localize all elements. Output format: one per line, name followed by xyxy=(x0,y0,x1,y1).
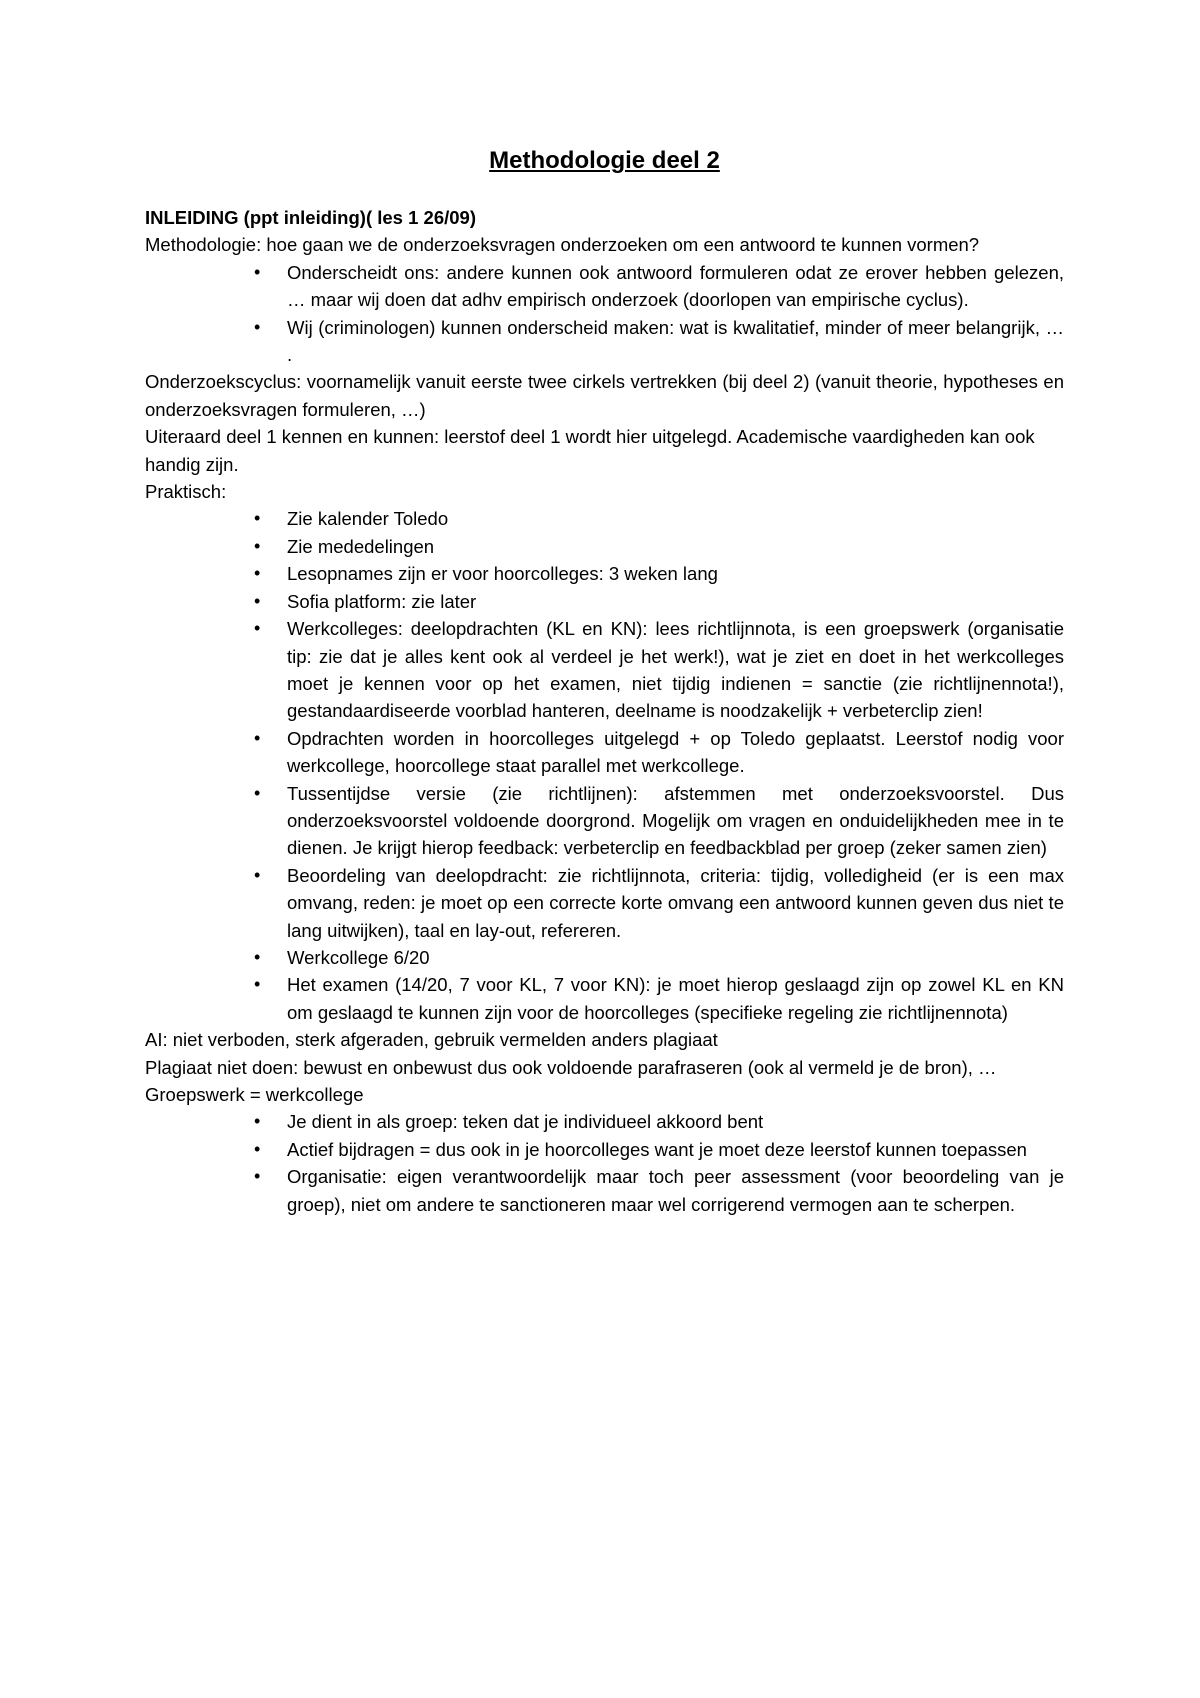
groepswerk-label: Groepswerk = werkcollege xyxy=(145,1084,364,1105)
bullet-icon: • xyxy=(254,1138,261,1159)
list-item-text: Sofia platform: zie later xyxy=(287,590,477,612)
list-item xyxy=(254,780,1064,862)
document-body xyxy=(145,204,1064,1218)
ai-paragraph: AI: niet verboden, sterk afgeraden, gebruik vermelden anders plagiaat xyxy=(145,1029,718,1051)
list-item-text: Werkcollege 6/20 xyxy=(287,946,430,968)
list-item xyxy=(254,533,1064,560)
list-item xyxy=(254,259,1064,314)
list-item xyxy=(254,725,1064,780)
praktisch-bullet-list xyxy=(145,505,1064,1026)
list-item-text: Lesopnames zijn er voor hoorcolleges: 3 weken lang xyxy=(287,563,718,585)
list-item-text: Beoordeling van deelopdracht: zie richtlijnnota, criteria: tijdig, volledigheid (er is een max omvang, reden: je moet op een correcte korte omvang een antwoord kunnen geven dus niet te lang uitwijken), taal en lay-out, refereren. xyxy=(287,864,1064,941)
list-item-text: Je dient in als groep: teken dat je individueel akkoord bent xyxy=(287,1111,764,1133)
bullet-icon: • xyxy=(254,535,261,556)
section-heading: INLEIDING (ppt inleiding)( les 1 26/09) xyxy=(145,207,476,228)
plagiaat-paragraph: Plagiaat niet doen: bewust en onbewust dus ook voldoende parafraseren (ook al vermeld je de bron), … xyxy=(145,1056,997,1078)
list-item xyxy=(254,944,1064,971)
list-item xyxy=(254,862,1064,944)
bullet-icon: • xyxy=(254,261,261,282)
bullet-icon: • xyxy=(254,1111,261,1132)
bullet-icon: • xyxy=(254,563,261,584)
intro-paragraph: Methodologie: hoe gaan we de onderzoeksvragen onderzoeken om een antwoord te kunnen vormen? xyxy=(145,234,980,256)
list-item-text: Opdrachten worden in hoorcolleges uitgelegd + op Toledo geplaatst. Leerstof nodig voor werkcollege, hoorcollege staat parallel met werkcollege. xyxy=(287,727,1064,777)
list-item-text: Actief bijdragen = dus ook in je hoorcolleges want je moet deze leerstof kunnen toepassen xyxy=(287,1138,1027,1160)
praktisch-label: Praktisch: xyxy=(145,481,227,503)
bullet-icon: • xyxy=(254,946,261,967)
list-item-text: Zie kalender Toledo xyxy=(287,508,449,530)
intro-bullet-list xyxy=(145,259,1064,369)
bullet-icon: • xyxy=(254,1166,261,1187)
bullet-icon: • xyxy=(254,590,261,611)
bullet-icon: • xyxy=(254,618,261,639)
cyclus-paragraph: Onderzoekscyclus: voornamelijk vanuit eerste twee cirkels vertrekken (bij deel 2) (vanuit theorie, hypotheses en onderzoeksvragen formuleren, …) xyxy=(145,371,1064,420)
list-item xyxy=(254,615,1064,725)
list-item xyxy=(254,971,1064,1026)
uiteraard-paragraph: Uiteraard deel 1 kennen en kunnen: leerstof deel 1 wordt hier uitgelegd. Academische vaardigheden kan ook handig zijn. xyxy=(145,426,1035,475)
list-item-text: Wij (criminologen) kunnen onderscheid maken: wat is kwalitatief, minder of meer belangrijk, … . xyxy=(287,316,1064,366)
list-item-text: Werkcolleges: deelopdrachten (KL en KN): lees richtlijnnota, is een groepswerk (organisatie tip: zie dat je alles kent ook al verdeel je het werk!), wat je ziet en doet in het werkcolleges moet je kennen voor op het examen, niet tijdig indienen = sanctie (zie richtlijnennota!), gestandaardiseerde voorblad hanteren, deelname is noodzakelijk + verbeterclip zien! xyxy=(287,618,1064,722)
bullet-icon: • xyxy=(254,316,261,337)
list-item-text: Onderscheidt ons: andere kunnen ook antwoord formuleren odat ze erover hebben gelezen, … maar wij doen dat adhv empirisch onderzoek (doorlopen van empirische cyclus). xyxy=(287,261,1064,311)
list-item xyxy=(254,505,1064,532)
list-item-text: Tussentijdse versie (zie richtlijnen): afstemmen met onderzoeksvoorstel. Dus onderzoeksvoorstel voldoende doorgrond. Mogelijk om vragen en onduidelijkheden mee in te dienen. Je krijgt hierop feedback: verbeterclip en feedbackblad per groep (zeker samen zien) xyxy=(287,782,1064,859)
bullet-icon: • xyxy=(254,974,261,995)
groepswerk-bullet-list xyxy=(145,1108,1064,1218)
list-item xyxy=(254,1108,1064,1135)
list-item-text: Zie mededelingen xyxy=(287,535,435,557)
document-title: Methodologie deel 2 xyxy=(489,147,720,174)
list-item xyxy=(254,314,1064,369)
bullet-icon: • xyxy=(254,864,261,885)
list-item xyxy=(254,1136,1064,1163)
bullet-icon: • xyxy=(254,782,261,803)
list-item xyxy=(254,560,1064,587)
bullet-icon: • xyxy=(254,727,261,748)
list-item-text: Het examen (14/20, 7 voor KL, 7 voor KN): je moet hierop geslaagd zijn op zowel KL en KN om geslaagd te kunnen zijn voor de hoorcolleges (specifieke regeling zie richtlijnennota) xyxy=(287,974,1064,1023)
list-item xyxy=(254,588,1064,615)
bullet-icon: • xyxy=(254,508,261,529)
list-item xyxy=(254,1163,1064,1218)
list-item-text: Organisatie: eigen verantwoordelijk maar toch peer assessment (voor beoordeling van je groep), niet om andere te sanctioneren maar wel corrigerend vermogen aan te scherpen. xyxy=(287,1166,1064,1215)
